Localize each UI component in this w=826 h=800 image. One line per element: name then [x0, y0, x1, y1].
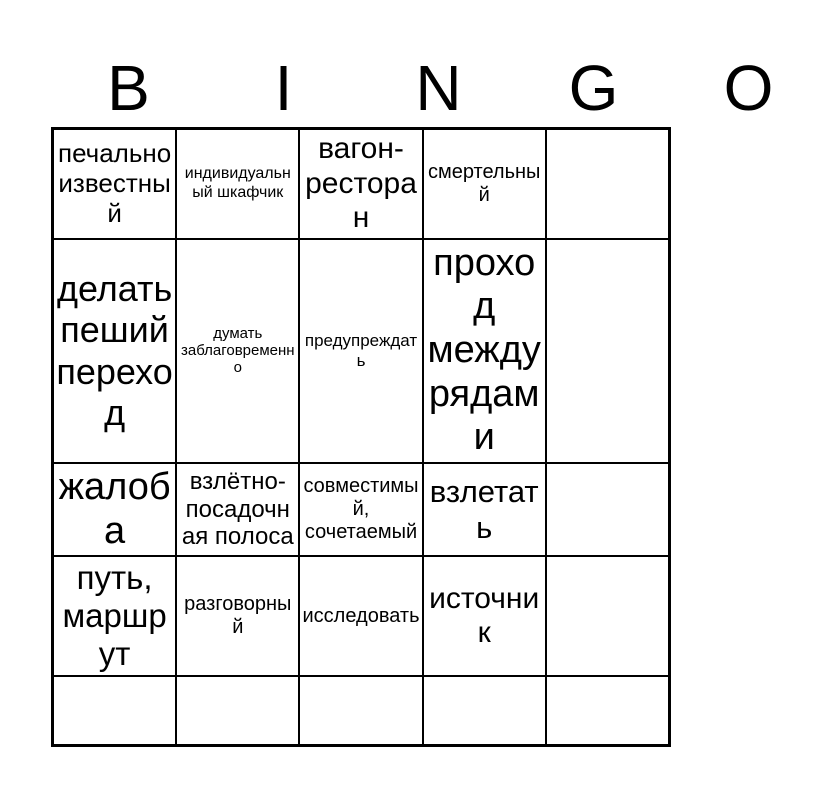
bingo-cell-r5c3[interactable]: [299, 676, 422, 745]
bingo-cell-r5c4[interactable]: [423, 676, 546, 745]
bingo-cell-r2c3[interactable]: предупреждать: [299, 239, 422, 463]
bingo-cell-r4c1[interactable]: путь, маршрут: [53, 556, 176, 676]
header-letter-o: O: [723, 52, 774, 124]
bingo-cell-r3c5[interactable]: [546, 463, 669, 556]
bingo-cell-r4c4[interactable]: источник: [423, 556, 546, 676]
bingo-cell-r4c5[interactable]: [546, 556, 669, 676]
bingo-cell-r1c1[interactable]: печально известный: [53, 129, 176, 239]
header-letter-g: G: [568, 52, 619, 124]
header-letter-n: N: [415, 52, 462, 124]
bingo-cell-r2c2[interactable]: думать заблаговременно: [176, 239, 299, 463]
bingo-cell-r3c3[interactable]: совместимый, сочетаемый: [299, 463, 422, 556]
bingo-cell-r1c5[interactable]: [546, 129, 669, 239]
header-letter-i: I: [274, 52, 293, 124]
bingo-cell-r4c2[interactable]: разговорный: [176, 556, 299, 676]
header-letter-b: B: [107, 52, 150, 124]
bingo-cell-r2c4[interactable]: проход между рядами: [423, 239, 546, 463]
bingo-cell-r3c2[interactable]: взлётно-посадочная полоса: [176, 463, 299, 556]
bingo-cell-r3c4[interactable]: взлетать: [423, 463, 546, 556]
bingo-cell-r2c1[interactable]: делать пеший переход: [53, 239, 176, 463]
bingo-header: [51, 48, 774, 128]
bingo-cell-r5c5[interactable]: [546, 676, 669, 745]
bingo-cell-r3c1[interactable]: жалоба: [53, 463, 176, 556]
bingo-cell-r5c2[interactable]: [176, 676, 299, 745]
bingo-cell-r4c3[interactable]: исследовать: [299, 556, 422, 676]
bingo-cell-r1c3[interactable]: вагон-ресторан: [299, 129, 422, 239]
bingo-cell-r1c4[interactable]: смертельный: [423, 129, 546, 239]
bingo-cell-r2c5[interactable]: [546, 239, 669, 463]
bingo-board: [51, 127, 671, 747]
bingo-cell-r1c2[interactable]: индивидуальный шкафчик: [176, 129, 299, 239]
bingo-cell-r5c1[interactable]: [53, 676, 176, 745]
